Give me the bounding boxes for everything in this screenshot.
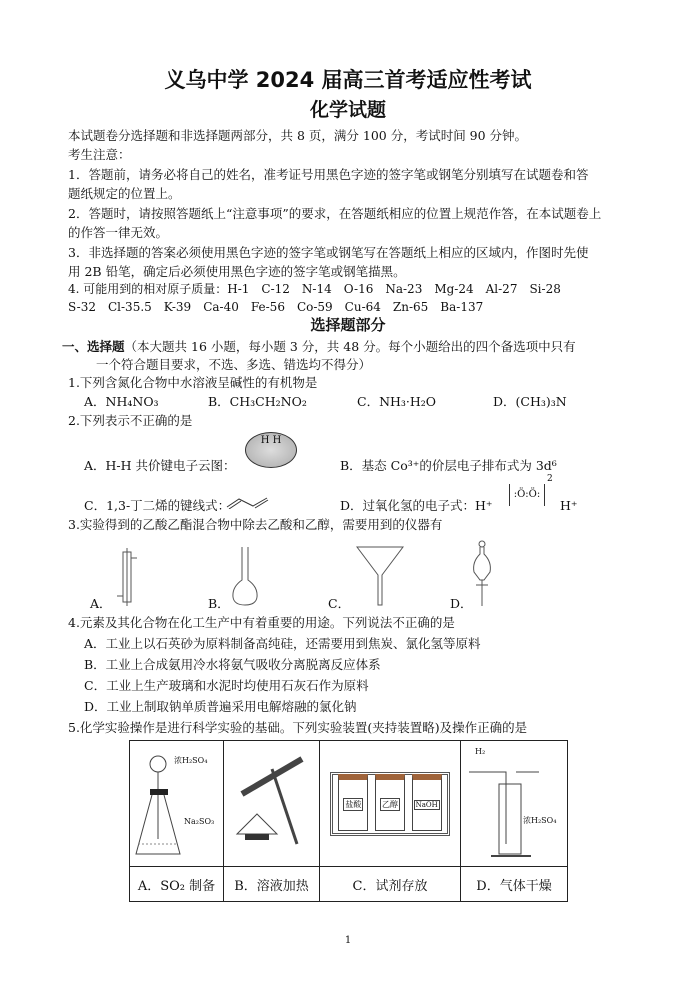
q1-option-b: B．CH₃CH₂NO₂ bbox=[208, 394, 307, 409]
q3-stem: 3.实验得到的乙酸乙酯混合物中除去乙酸和乙醇，需要用到的仪器有 bbox=[68, 517, 443, 532]
q2-stem: 2.下列表示不正确的是 bbox=[68, 413, 193, 428]
atomic-masses-1: 4. 可能用到的相对原子质量：H-1 C-12 N-14 O-16 Na-23 Mg-24 Al-27 Si-28 bbox=[68, 282, 561, 296]
section-heading-cont: 一个符合题目要求，不选、多选、错选均不得分） bbox=[96, 357, 372, 372]
section-heading-text: （本大题共 16 小题，每小题 3 分，共 48 分。每个小题给出的四个备选项中只有 bbox=[124, 339, 576, 354]
label-na2so3: Na₂SO₃ bbox=[184, 817, 215, 826]
funnel-icon bbox=[355, 545, 405, 607]
q4-option-b: B．工业上合成氨用冷水将氨气吸收分离脱离反应体系 bbox=[84, 657, 381, 672]
q3-option-b: B． bbox=[208, 596, 230, 611]
exam-subtitle: 化学试题 bbox=[309, 99, 386, 121]
page-number: 1 bbox=[344, 935, 352, 946]
option-b-label: B．溶液加热 bbox=[224, 867, 320, 902]
notice-2-cont: 的作答一律无效。 bbox=[68, 225, 169, 240]
notice-3-cont: 用 2B 铅笔，确定后必须使用黑色字迹的签字笔或钢笔描黑。 bbox=[68, 264, 406, 279]
intro-line: 本试题卷分选择题和非选择题两部分，共 8 页，满分 100 分，考试时间 90 分钟。 bbox=[68, 128, 528, 143]
q3-option-d: D． bbox=[450, 596, 473, 611]
q1-stem: 1.下列含氮化合物中水溶液呈碱性的有机物是 bbox=[68, 375, 318, 390]
q4-stem: 4.元素及其化合物在化工生产中有着重要的用途。下列说法不正确的是 bbox=[68, 615, 455, 630]
notice-heading: 考生注意： bbox=[68, 147, 131, 162]
peroxide-electron-formula: :Ö:Ö: bbox=[509, 484, 545, 506]
q3-option-a: A． bbox=[90, 596, 112, 611]
electron-cloud-image: H H bbox=[245, 432, 297, 468]
notice-1-cont: 题纸规定的位置上。 bbox=[68, 186, 181, 201]
notice-3: 3．非选择题的答案必须使用黑色字迹的签字笔或钢笔写在答题纸上相应的区域内，作图时先使 bbox=[68, 245, 589, 260]
notice-1: 1．答题前，请务必将自己的姓名，准考证号用黑色字迹的签字笔或钢笔分别填写在试题卷和答 bbox=[68, 167, 589, 182]
q2-option-d: D．过氧化氢的电子式：H⁺ bbox=[340, 498, 493, 513]
gas-drying-bottle-image bbox=[461, 744, 561, 864]
apparatus-a-cell bbox=[130, 741, 224, 867]
label-h2: H₂ bbox=[475, 747, 486, 756]
apparatus-c-cell bbox=[320, 741, 461, 867]
atomic-masses-2: S-32 Cl-35.5 K-39 Ca-40 Fe-56 Co-59 Cu-64 Zn-65 Ba-137 bbox=[68, 300, 484, 314]
label-conc-h2so4: 浓H₂SO₄ bbox=[174, 756, 208, 765]
bottle-ethanol: 乙醇 bbox=[375, 774, 405, 831]
notice-2: 2．答题时，请按照答题纸上“注意事项”的要求，在答题纸相应的位置上规范作答，在本试题卷上 bbox=[68, 206, 602, 221]
q4-option-d: D．工业上制取钠单质普遍采用电解熔融的氯化钠 bbox=[84, 699, 357, 714]
label-conc-h2so4-d: 浓H₂SO₄ bbox=[523, 816, 557, 825]
exam-title: 义乌中学 2024 届高三首考适应性考试 bbox=[164, 68, 532, 92]
volumetric-flask-icon bbox=[230, 545, 260, 607]
q1-option-c: C．NH₃·H₂O bbox=[357, 394, 437, 409]
q5-apparatus-table bbox=[129, 740, 568, 902]
option-d-label: D．气体干燥 bbox=[461, 867, 568, 902]
q2-option-b: B．基态 Co³⁺的价层电子排布式为 3d⁶ bbox=[340, 458, 557, 473]
section-heading-bold: 一、选择题 bbox=[62, 339, 125, 354]
peroxide-h-ion: H⁺ bbox=[560, 498, 578, 513]
butadiene-skeletal-image bbox=[225, 495, 270, 509]
q3-option-c: C． bbox=[328, 596, 351, 611]
option-c-label: C．试剂存放 bbox=[320, 867, 461, 902]
q5-stem: 5.化学实验操作是进行科学实验的基础。下列实验装置(夹持装置略)及操作正确的是 bbox=[68, 720, 528, 735]
separatory-funnel-icon bbox=[470, 540, 495, 608]
q1-option-d: D．(CH₃)₃N bbox=[493, 394, 567, 409]
bottle-hcl: 盐酸 bbox=[338, 774, 368, 831]
condenser-icon bbox=[115, 548, 140, 606]
q2-option-a: A．H-H 共价键电子云图： bbox=[84, 458, 236, 473]
apparatus-d-cell bbox=[461, 741, 568, 867]
q4-option-a: A．工业上以石英砂为原料制备高纯硅，还需要用到焦炭、氯化氢等原料 bbox=[84, 636, 481, 651]
option-a-label: A．SO₂ 制备 bbox=[130, 867, 224, 902]
q1-option-a: A．NH₄NO₃ bbox=[84, 394, 159, 409]
q2-option-c: C．1,3-丁二烯的键线式： bbox=[84, 498, 231, 513]
test-tube-heating-image bbox=[227, 744, 317, 864]
reagent-cabinet bbox=[330, 772, 450, 836]
bottle-naoh: NaOH bbox=[412, 774, 442, 831]
section-title: 选择题部分 bbox=[310, 316, 386, 334]
q4-option-c: C．工业上生产玻璃和水泥时均使用石灰石作为原料 bbox=[84, 678, 369, 693]
peroxide-charge: 2 bbox=[547, 474, 553, 484]
apparatus-b-cell bbox=[224, 741, 320, 867]
